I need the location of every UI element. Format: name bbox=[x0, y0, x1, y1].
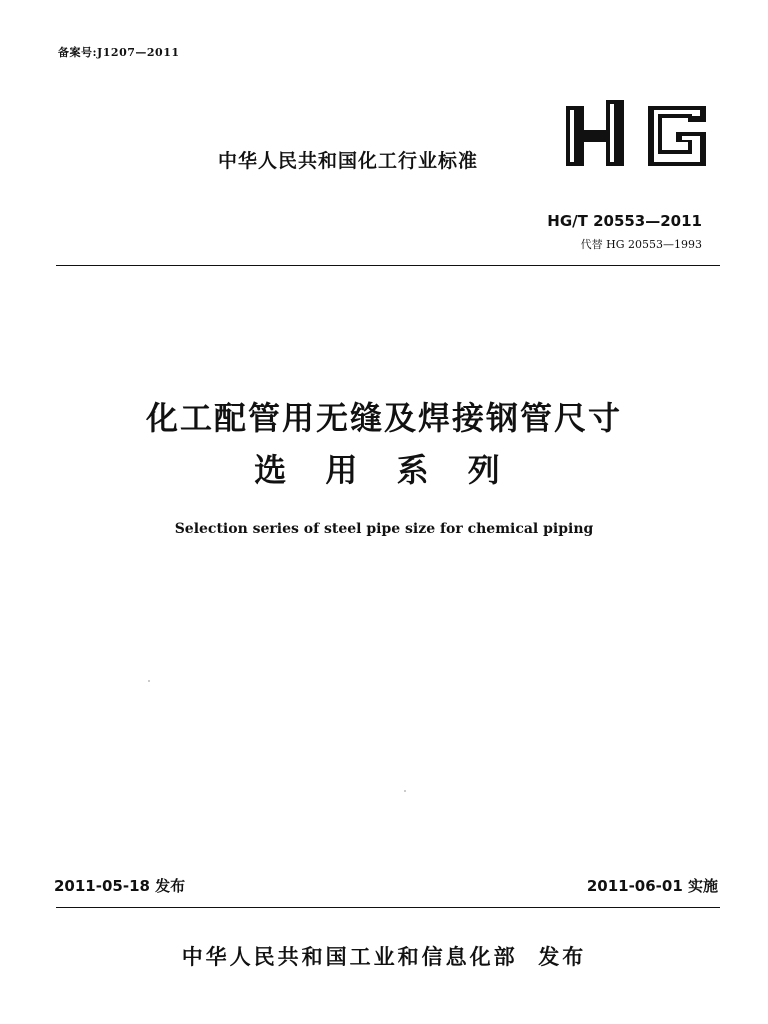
hg-logo bbox=[566, 100, 710, 172]
title-cn-line2-text: 选 用 系 列 bbox=[254, 451, 514, 489]
issuing-authority bbox=[0, 941, 768, 971]
scan-speck bbox=[404, 790, 406, 792]
record-number: 备案号:J1207—2011 bbox=[58, 46, 180, 59]
standard-number: HG/T 20553—2011 bbox=[547, 212, 702, 230]
issuing-authority-text: 中华人民共和国工业和信息化部 发布 bbox=[181, 945, 587, 969]
document-title-cn: 化工配管用无缝及焊接钢管尺寸 bbox=[145, 399, 622, 437]
replaces-standard: 代替 HG 20553—1993 bbox=[580, 238, 702, 251]
scan-speck bbox=[148, 680, 150, 682]
document-title-cn-line2 bbox=[0, 450, 768, 490]
publish-date: 2011-05-18 发布 bbox=[54, 877, 186, 895]
effective-date: 2011-06-01 实施 bbox=[586, 877, 718, 895]
footer-divider bbox=[56, 907, 720, 908]
industry-standard-title: 中华人民共和国化工行业标准 bbox=[218, 150, 479, 172]
document-title-en: Selection series of steel pipe size for chemical piping bbox=[174, 521, 594, 537]
header-divider bbox=[56, 265, 720, 266]
